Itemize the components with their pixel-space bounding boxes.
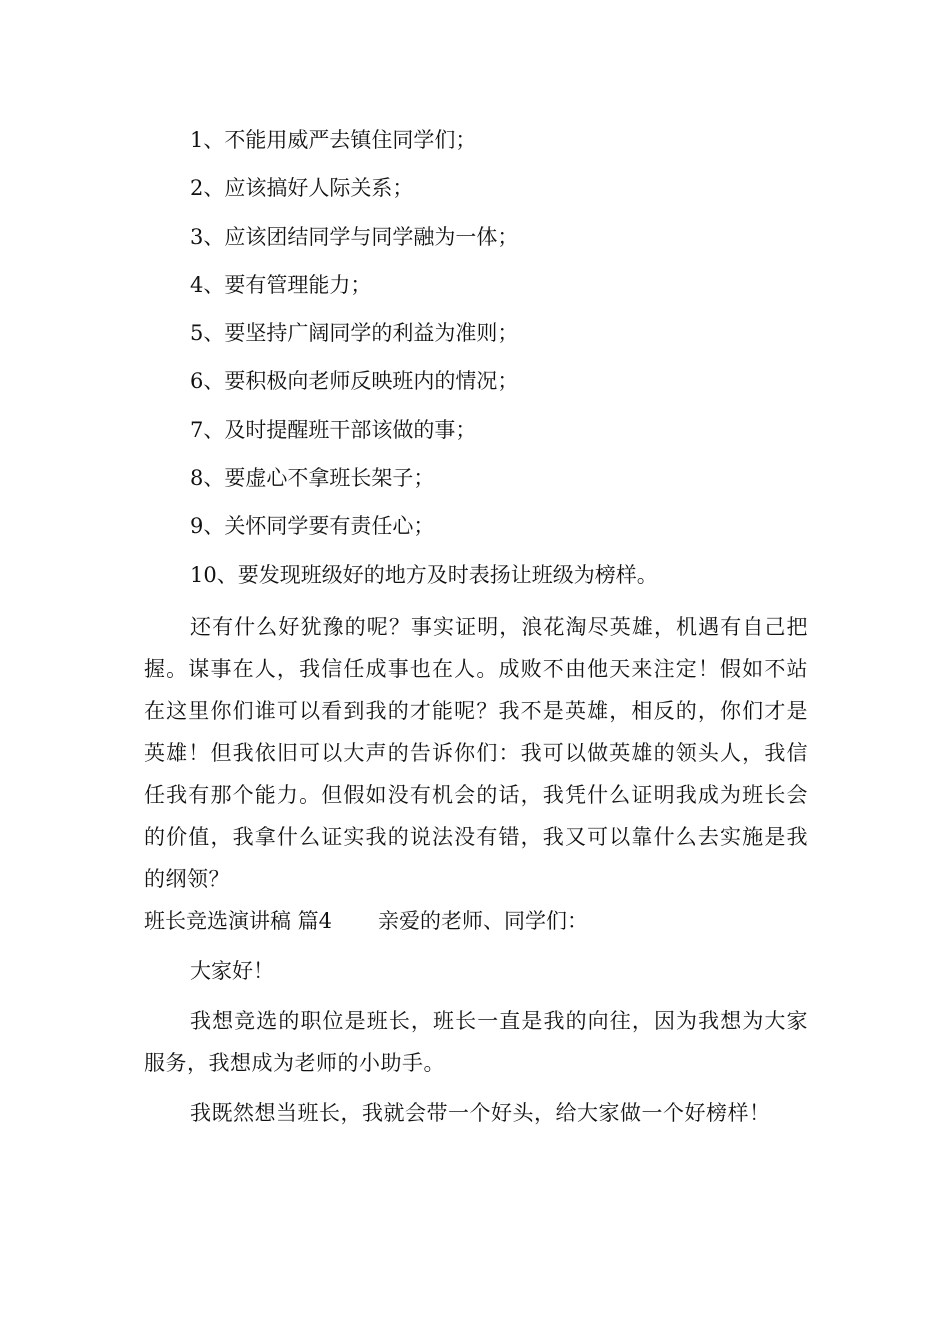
list-item: 3、应该团结同学与同学融为一体；	[190, 224, 519, 249]
greeting: 大家好！	[190, 958, 274, 983]
paragraph-intent: 我想竞选的职位是班长，班长一直是我的向往，因为我想为大家服务，我想成为老师的小助手。	[144, 1008, 808, 1075]
section-heading	[144, 900, 808, 942]
requirements-list	[144, 128, 808, 587]
list-item: 10、要发现班级好的地方及时表扬让班级为榜样。	[190, 562, 658, 587]
document-body	[144, 128, 808, 1134]
paragraph-closing-argument: 还有什么好犹豫的呢？事实证明，浪花淘尽英雄，机遇有自己把握。谋事在人，我信任成事也在人。成败不由他天来注定！假如不站在这里你们谁可以看到我的才能呢？我不是英雄，相反的，你们才是英雄！但我依旧可以大声的告诉你们：我可以做英雄的领头人，我信任我有那个能力。但假如没有机会的话，我凭什么证明我成为班长会的价值，我拿什么证实我的说法没有错，我又可以靠什么去实施是我的纲领？	[144, 614, 808, 891]
list-item: 4、要有管理能力；	[190, 272, 372, 297]
list-item: 1、不能用威严去镇住同学们；	[190, 128, 477, 152]
list-item: 8、要虚心不拿班长架子；	[190, 466, 435, 491]
list-item: 5、要坚持广阔同学的利益为准则；	[190, 321, 519, 346]
list-item: 7、及时提醒班干部该做的事；	[190, 417, 477, 442]
list-item: 9、关怀同学要有责任心；	[190, 514, 435, 539]
paragraph-commitment: 我既然想当班长，我就会带一个好头，给大家做一个好榜样！	[190, 1100, 771, 1125]
list-item: 2、应该搞好人际关系；	[190, 176, 414, 201]
salutation: 亲爱的老师、同学们：	[378, 908, 589, 933]
section-title: 班长竞选演讲稿 篇4	[144, 908, 333, 933]
list-item: 6、要积极向老师反映班内的情况；	[190, 369, 519, 394]
